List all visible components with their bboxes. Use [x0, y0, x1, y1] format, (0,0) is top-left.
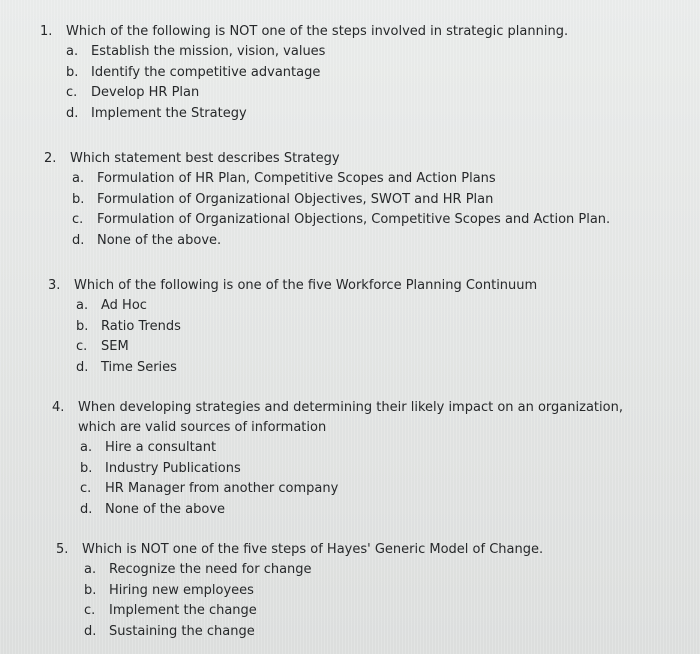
option-letter: d. — [80, 501, 93, 517]
option-d — [66, 104, 660, 125]
option-a — [72, 169, 664, 190]
option-c — [76, 337, 668, 358]
option-c — [66, 83, 660, 104]
option-c — [84, 601, 676, 622]
option-letter: d. — [72, 232, 85, 248]
question-number: 1. — [40, 24, 53, 39]
option-a — [66, 42, 660, 63]
option-a — [76, 296, 668, 317]
option-text: Ad Hoc — [101, 298, 147, 313]
question-4 — [52, 398, 662, 520]
option-list — [72, 169, 664, 251]
option-list — [76, 296, 668, 378]
option-letter: d. — [84, 623, 97, 639]
option-text: Identify the competitive advantage — [91, 64, 321, 80]
question-header — [52, 398, 662, 438]
option-text: Hiring new employees — [109, 582, 254, 598]
option-letter: a. — [84, 562, 97, 577]
option-d — [72, 231, 664, 252]
option-b — [76, 317, 668, 338]
option-letter: c. — [72, 212, 84, 227]
question-1 — [40, 22, 660, 124]
question-5 — [56, 540, 676, 642]
option-letter: c. — [66, 85, 78, 100]
option-a — [84, 560, 676, 581]
question-header — [44, 149, 664, 169]
option-letter: b. — [84, 582, 97, 598]
option-c — [72, 210, 664, 231]
option-letter: b. — [72, 191, 85, 207]
option-letter: d. — [76, 359, 89, 375]
option-text: Establish the mission, vision, values — [91, 44, 326, 59]
option-d — [76, 358, 668, 379]
option-b — [80, 459, 662, 480]
question-number: 5. — [56, 542, 69, 557]
option-text: None of the above. — [97, 232, 222, 248]
question-header — [48, 276, 668, 296]
question-number: 3. — [48, 278, 61, 293]
option-text: Sustaining the change — [109, 623, 255, 639]
question-text: When developing strategies and determining their likely impact on an organization, which are valid sources of information — [78, 400, 623, 435]
option-a — [80, 438, 662, 459]
option-text: None of the above — [105, 501, 226, 517]
option-text: Recognize the need for change — [109, 562, 312, 577]
option-letter: a. — [76, 298, 89, 313]
option-letter: b. — [80, 460, 93, 476]
option-text: Formulation of Organizational Objections, Competitive Scopes and Action Plan. — [97, 212, 611, 227]
option-letter: c. — [76, 339, 88, 354]
option-d — [80, 500, 662, 521]
question-text: Which of the following is one of the five Workforce Planning Continuum — [74, 278, 538, 293]
question-header — [40, 22, 660, 42]
option-list — [80, 438, 662, 520]
option-letter: a. — [66, 44, 79, 59]
question-2 — [44, 149, 664, 251]
question-3 — [48, 276, 668, 378]
question-text: Which is NOT one of the five steps of Hayes' Generic Model of Change. — [82, 542, 544, 557]
question-text: Which statement best describes Strategy — [70, 151, 340, 166]
option-text: Time Series — [101, 359, 177, 375]
option-letter: d. — [66, 105, 79, 121]
option-text: Implement the Strategy — [91, 105, 247, 121]
option-c — [80, 479, 662, 500]
option-letter: c. — [84, 603, 96, 618]
option-letter: b. — [76, 318, 89, 334]
question-text: Which of the following is NOT one of the steps involved in strategic planning. — [66, 24, 569, 39]
option-text: Formulation of HR Plan, Competitive Scopes and Action Plans — [97, 171, 496, 186]
question-number: 2. — [44, 151, 57, 166]
option-text: HR Manager from another company — [105, 481, 339, 496]
option-text: SEM — [101, 339, 129, 354]
option-text: Ratio Trends — [101, 318, 181, 334]
option-letter: b. — [66, 64, 79, 80]
option-letter: a. — [80, 440, 93, 455]
option-list — [84, 560, 676, 642]
option-text: Industry Publications — [105, 460, 241, 476]
option-b — [66, 63, 660, 84]
option-text: Implement the change — [109, 603, 257, 618]
option-list — [66, 42, 660, 124]
option-letter: c. — [80, 481, 92, 496]
option-letter: a. — [72, 171, 85, 186]
option-b — [72, 190, 664, 211]
option-d — [84, 622, 676, 643]
option-text: Hire a consultant — [105, 440, 217, 455]
question-number: 4. — [52, 400, 65, 415]
question-header — [56, 540, 676, 560]
option-text: Develop HR Plan — [91, 85, 200, 100]
option-b — [84, 581, 676, 602]
option-text: Formulation of Organizational Objectives, SWOT and HR Plan — [97, 191, 494, 207]
